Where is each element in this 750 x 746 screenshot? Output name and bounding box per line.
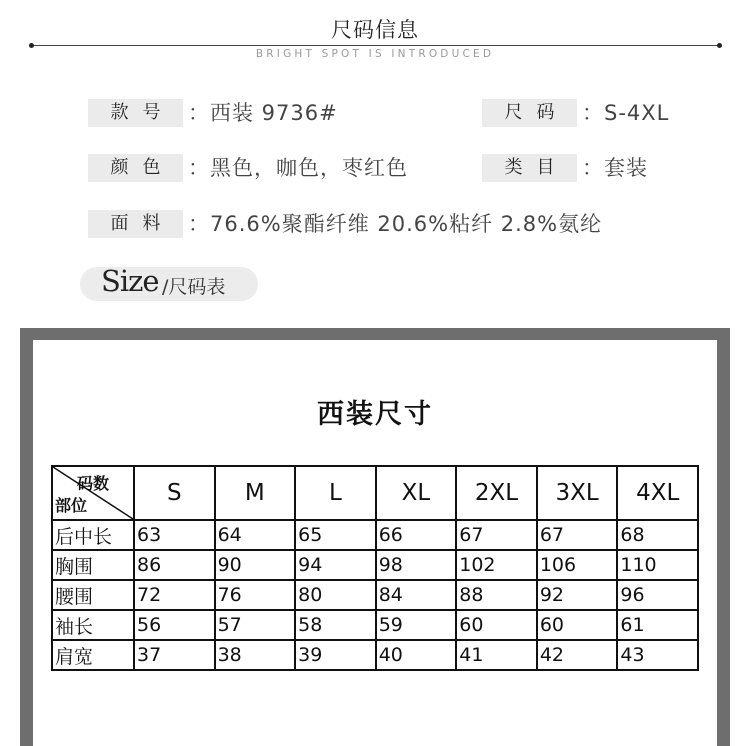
row-label: 腰围: [52, 580, 134, 610]
color-label: 颜色: [88, 154, 183, 182]
column-header-3xl: 3XL: [537, 466, 618, 520]
table-cell: 39: [295, 640, 376, 670]
row-label: 袖长: [52, 610, 134, 640]
table-cell: 63: [134, 520, 215, 550]
table-cell: 59: [376, 610, 457, 640]
table-cell: 68: [617, 520, 698, 550]
size-table-header: [52, 466, 698, 520]
table-cell: 102: [456, 550, 537, 580]
table-cell: 61: [617, 610, 698, 640]
table-cell: 80: [295, 580, 376, 610]
size-value: ：S-4XL: [582, 101, 670, 125]
size-badge-cn: /尺码表: [162, 276, 226, 298]
table-row: [52, 610, 698, 640]
column-header-4xl: 4XL: [617, 466, 698, 520]
table-cell: 88: [456, 580, 537, 610]
table-cell: 65: [295, 520, 376, 550]
style-no-value: ：西装 9736#: [188, 101, 338, 125]
table-cell: 37: [134, 640, 215, 670]
size-table: [51, 465, 699, 671]
table-row: [52, 520, 698, 550]
row-label: 胸围: [52, 550, 134, 580]
table-cell: 60: [456, 610, 537, 640]
title-rule: [32, 45, 720, 46]
table-cell: 76: [215, 580, 296, 610]
table-cell: 72: [134, 580, 215, 610]
category-label: 类目: [482, 154, 577, 182]
category-value: ：套装: [582, 156, 648, 180]
column-header-l: L: [295, 466, 376, 520]
table-cell: 56: [134, 610, 215, 640]
size-badge-word: Size: [101, 264, 159, 298]
table-corner-cell: [52, 466, 134, 520]
table-cell: 42: [537, 640, 618, 670]
size-label: 尺码: [482, 99, 577, 127]
table-cell: 60: [537, 610, 618, 640]
table-cell: 67: [456, 520, 537, 550]
table-cell: 96: [617, 580, 698, 610]
table-cell: 98: [376, 550, 457, 580]
page-subtitle: BRIGHT SPOT IS INTRODUCED: [255, 48, 495, 60]
table-cell: 90: [215, 550, 296, 580]
row-label: 后中长: [52, 520, 134, 550]
table-cell: 43: [617, 640, 698, 670]
table-cell: 41: [456, 640, 537, 670]
column-header-m: M: [215, 466, 296, 520]
size-table-title: 西装尺寸: [317, 399, 433, 430]
page-title: 尺码信息: [331, 18, 419, 42]
corner-part-label: 部位: [55, 496, 88, 515]
table-cell: 40: [376, 640, 457, 670]
table-row: [52, 580, 698, 610]
color-value: ：黑色，咖色，枣红色: [188, 156, 408, 180]
style-no-label: 款号: [88, 99, 183, 127]
fabric-value: ：76.6%聚酯纤维 20.6%粘纤 2.8%氨纶: [188, 212, 603, 236]
table-cell: 110: [617, 550, 698, 580]
column-header-s: S: [134, 466, 215, 520]
table-cell: 92: [537, 580, 618, 610]
column-header-2xl: 2XL: [456, 466, 537, 520]
row-label: 肩宽: [52, 640, 134, 670]
table-cell: 57: [215, 610, 296, 640]
table-cell: 66: [376, 520, 457, 550]
column-header-xl: XL: [376, 466, 457, 520]
table-cell: 86: [134, 550, 215, 580]
table-cell: 38: [215, 640, 296, 670]
table-row: [52, 640, 698, 670]
table-row: [52, 550, 698, 580]
table-cell: 94: [295, 550, 376, 580]
table-cell: 58: [295, 610, 376, 640]
table-cell: 84: [376, 580, 457, 610]
corner-size-label: 码数: [76, 474, 109, 493]
table-cell: 106: [537, 550, 618, 580]
table-cell: 67: [537, 520, 618, 550]
table-cell: 64: [215, 520, 296, 550]
fabric-label: 面料: [88, 210, 183, 238]
